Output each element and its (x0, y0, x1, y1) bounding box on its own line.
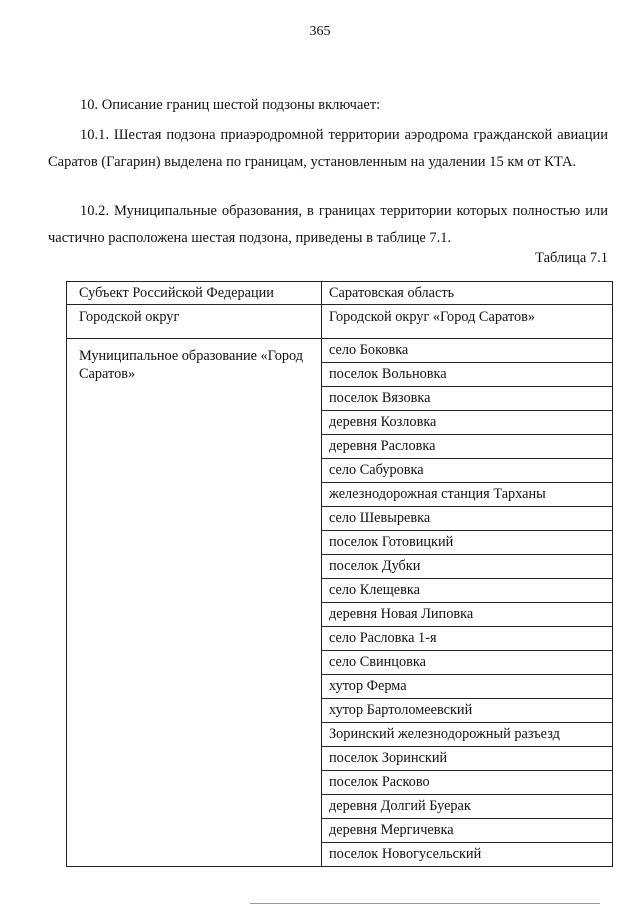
settlement-cell: деревня Мергичевка (322, 819, 613, 843)
settlement-cell: село Клещевка (322, 579, 613, 603)
settlement-cell: деревня Новая Липовка (322, 603, 613, 627)
table-row (67, 339, 613, 363)
settlement-cell: поселок Вязовка (322, 387, 613, 411)
settlement-cell: поселок Зоринский (322, 747, 613, 771)
settlement-cell: хутор Ферма (322, 675, 613, 699)
municipalities-table (66, 281, 613, 867)
settlement-cell: хутор Бартоломеевский (322, 699, 613, 723)
section-heading-text: 10. Описание границ шестой подзоны включает: (80, 97, 381, 113)
settlement-cell: поселок Расково (322, 771, 613, 795)
table-row-subject (67, 282, 613, 305)
settlement-cell: село Свинцовка (322, 651, 613, 675)
settlement-cell: поселок Вольновка (322, 363, 613, 387)
section-item-10-1-text: 10.1. Шестая подзона приаэродромной территории аэродрома гражданской авиации Саратов (Гагарин) выделена по границам, установленным на удалении 15 км от КТА. (48, 127, 608, 170)
settlement-cell: Зоринский железнодорожный разъезд (322, 723, 613, 747)
settlement-cell: деревня Козловка (322, 411, 613, 435)
okrug-value-cell: Городской округ «Город Саратов» (322, 305, 613, 339)
section-item-10-1 (48, 122, 608, 176)
subject-value-cell: Саратовская область (322, 282, 613, 305)
settlement-cell: поселок Дубки (322, 555, 613, 579)
settlement-cell: поселок Новогусельский (322, 843, 613, 867)
settlement-cell: село Расловка 1-я (322, 627, 613, 651)
settlement-cell: железнодорожная станция Тарханы (322, 483, 613, 507)
section-item-10-2 (48, 198, 608, 252)
section-heading (48, 92, 608, 119)
subject-label-cell: Субъект Российской Федерации (67, 282, 322, 305)
page-number: 365 (309, 24, 331, 39)
settlement-cell: поселок Готовицкий (322, 531, 613, 555)
scan-edge-line (250, 903, 600, 904)
settlement-cell: село Боковка (322, 339, 613, 363)
settlement-cell: деревня Расловка (322, 435, 613, 459)
okrug-label-cell: Городской округ (67, 305, 322, 339)
settlement-cell: село Сабуровка (322, 459, 613, 483)
table-row-okrug (67, 305, 613, 339)
settlement-cell: село Шевыревка (322, 507, 613, 531)
settlement-cell: деревня Долгий Буерак (322, 795, 613, 819)
municipality-label-cell: Муниципальное образование «Город Саратов» (67, 339, 322, 867)
section-item-10-2-text: 10.2. Муниципальные образования, в границах территории которых полностью или частично расположена шестая подзона, приведены в таблице 7.1. (48, 203, 608, 246)
table-caption: Таблица 7.1 (535, 250, 608, 266)
